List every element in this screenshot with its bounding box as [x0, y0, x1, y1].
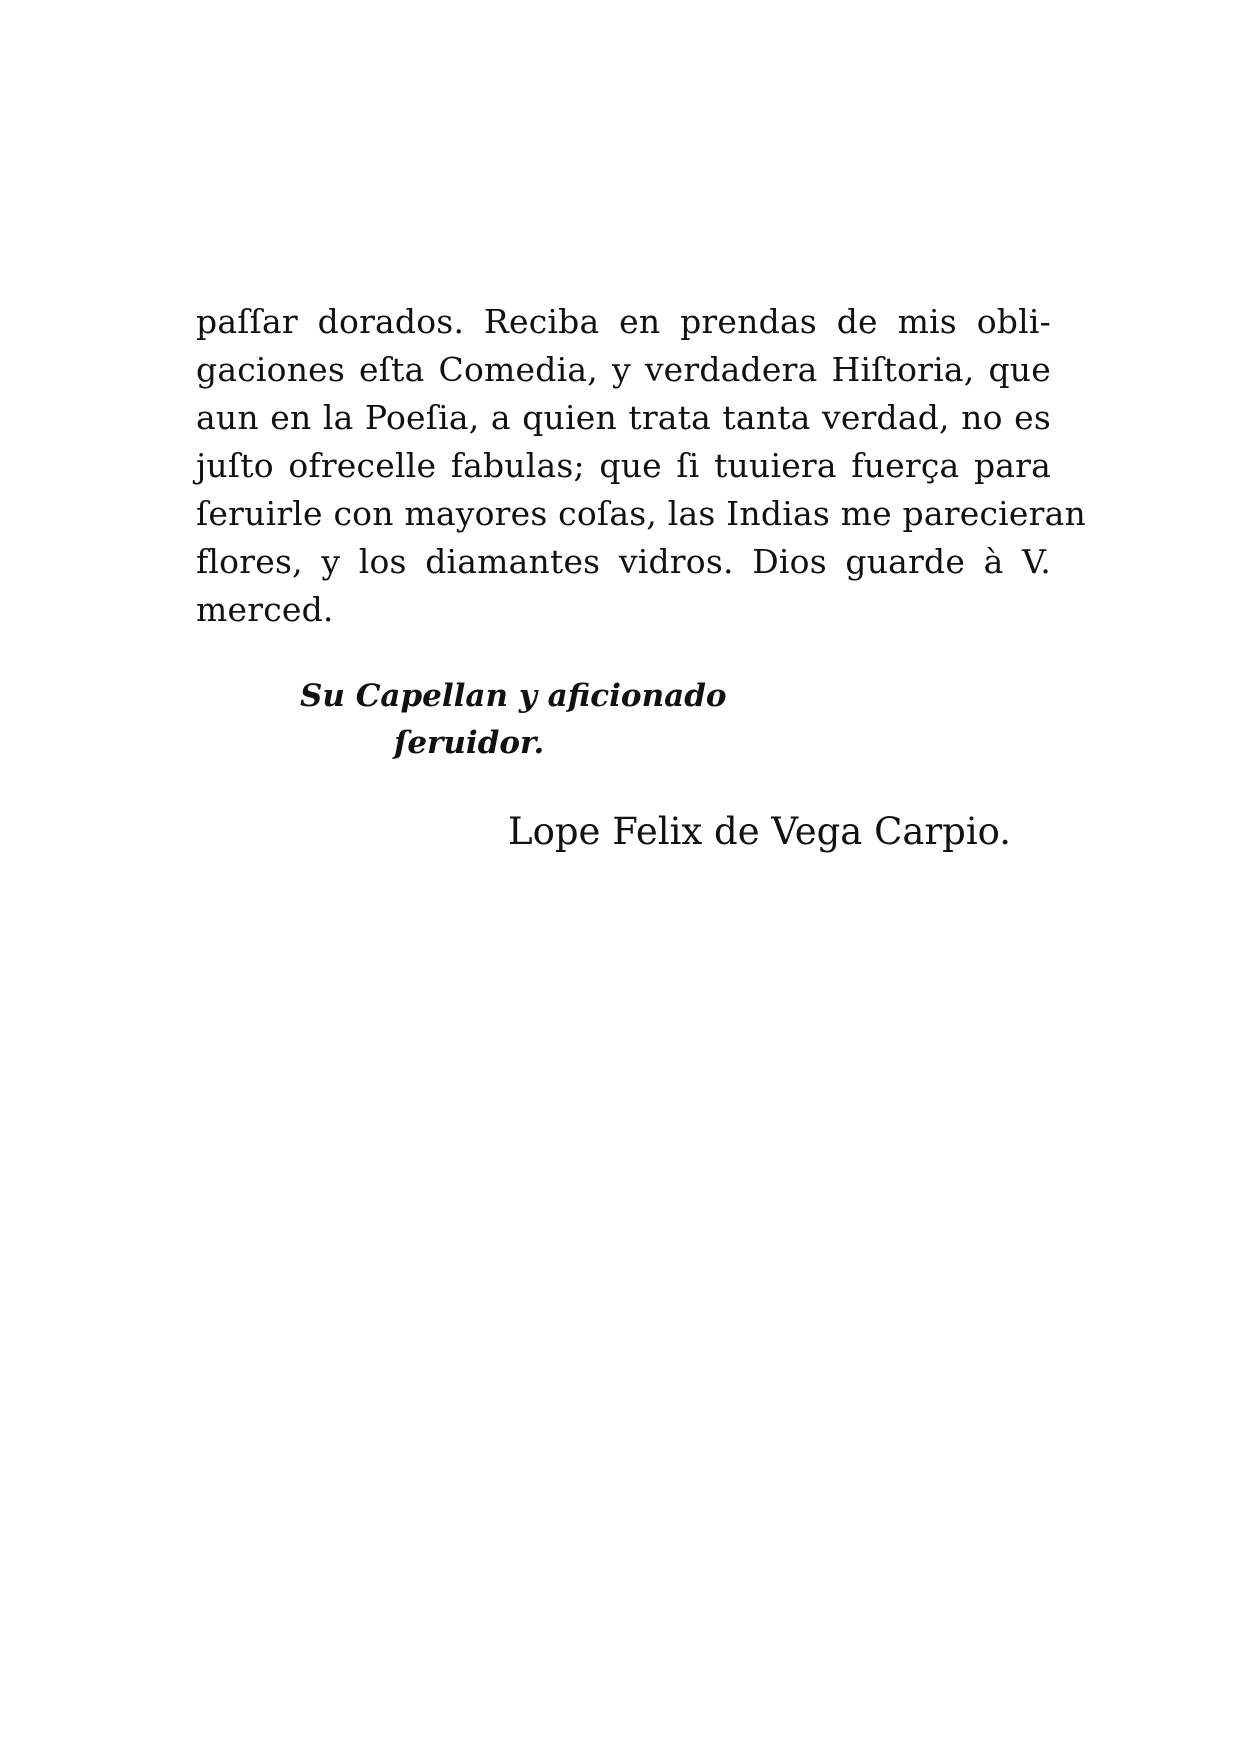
text-line: aun en la Poeſia, a quien trata tanta verdad, no es — [196, 398, 1051, 437]
text-line: flores, y los diamantes vidros. Dios guarde à V. — [196, 542, 1051, 581]
closing-salutation-line-1: Su Capellan y aficionado — [300, 678, 727, 714]
text-line: ſeruirle con mayores coſas, las Indias me parecieran — [196, 494, 1086, 533]
closing-salutation-line-2: ſeruidor. — [394, 725, 545, 761]
dedication-paragraph — [196, 298, 1086, 634]
text-line: juſto ofrecelle fabulas; que ſi tuuiera fuerça para — [196, 446, 1051, 485]
text-line: paſſar dorados. Reciba en prendas de mis obli- — [196, 302, 1051, 341]
text-line: merced. — [196, 590, 334, 629]
text-line: gaciones eſta Comedia, y verdadera Hiſtoria, que — [196, 350, 1051, 389]
author-signature: Lope Felix de Vega Carpio. — [508, 810, 1012, 853]
